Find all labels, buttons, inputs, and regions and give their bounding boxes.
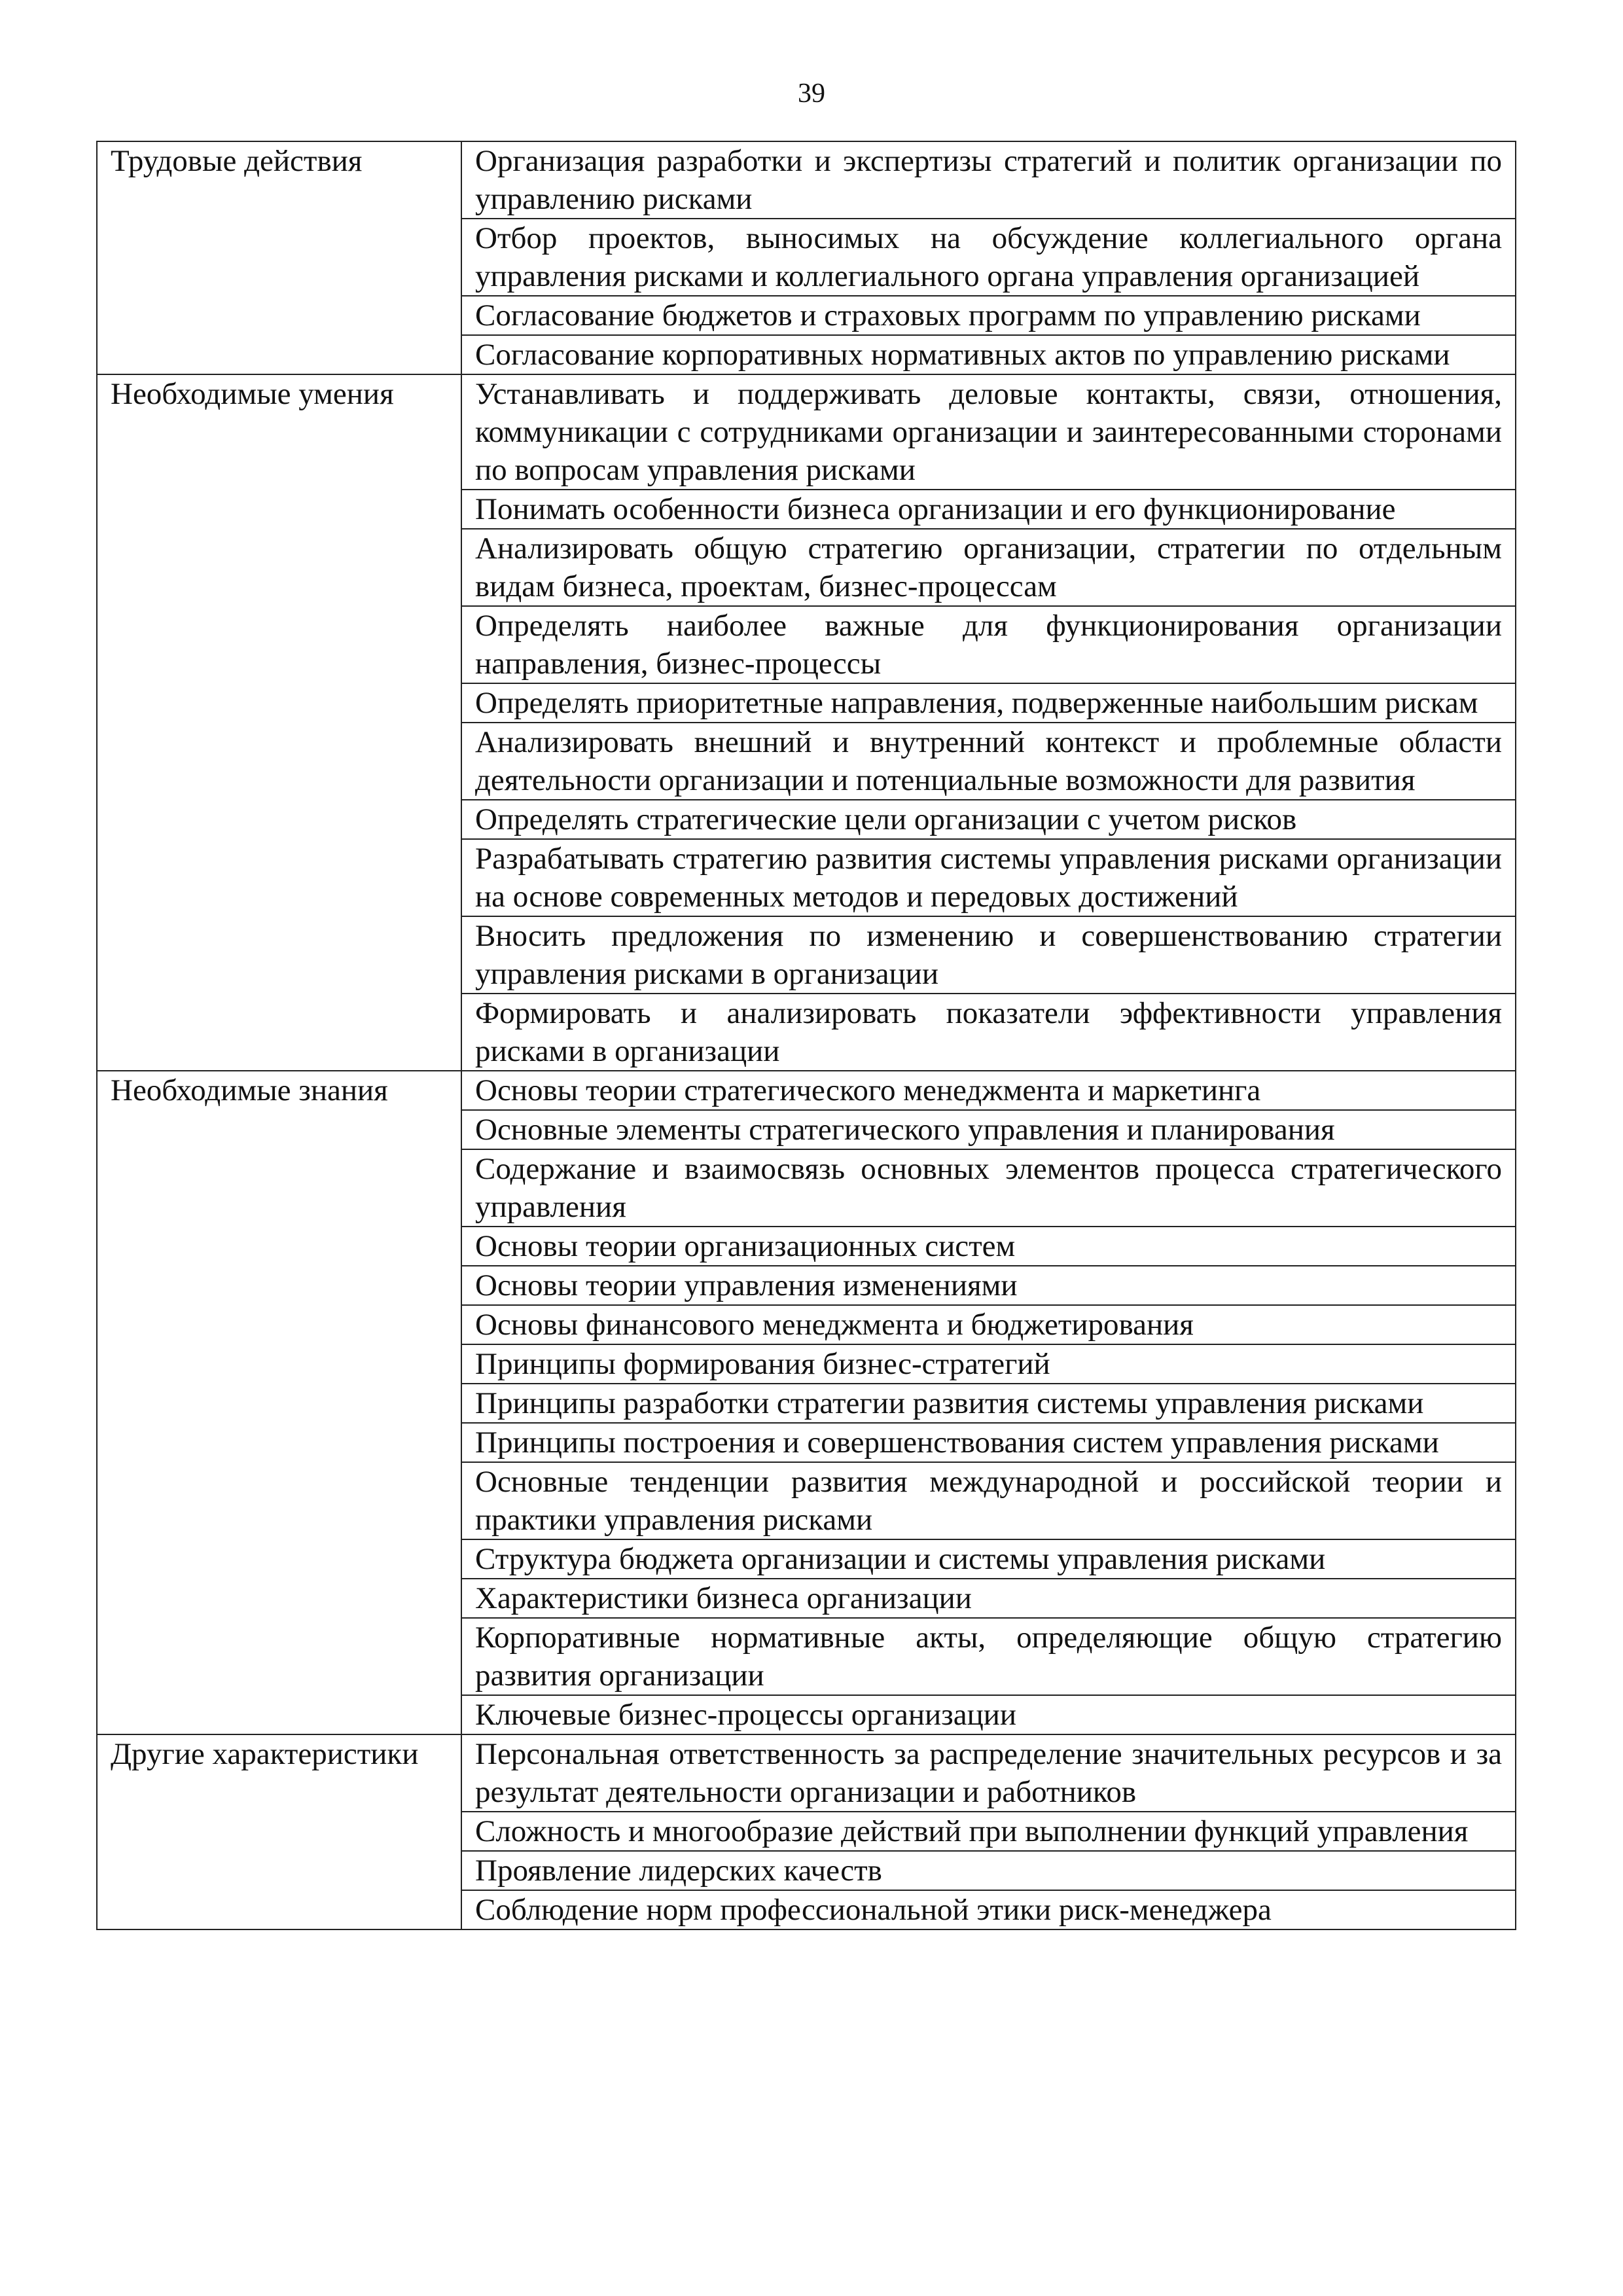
section-label: Необходимые умения [97,374,461,1071]
characteristics-table [96,141,1516,1930]
section-item: Основы теории организационных систем [461,1227,1516,1266]
section-item: Основы теории стратегического менеджмента и маркетинга [461,1071,1516,1110]
section-item: Принципы построения и совершенствования систем управления рисками [461,1423,1516,1462]
table-row [97,1071,1516,1110]
table-body [97,141,1516,1929]
section-item: Отбор проектов, выносимых на обсуждение коллегиального органа управления рисками и коллегиального органа управления организацией [461,219,1516,296]
section-item: Анализировать внешний и внутренний контекст и проблемные области деятельности организации и потенциальные возможности для развития [461,723,1516,800]
section-item: Проявление лидерских качеств [461,1851,1516,1890]
section-item: Понимать особенности бизнеса организации и его функционирование [461,490,1516,529]
section-item: Принципы разработки стратегии развития системы управления рисками [461,1384,1516,1423]
section-item: Основы финансового менеджмента и бюджетирования [461,1305,1516,1344]
section-item: Сложность и многообразие действий при выполнении функций управления [461,1812,1516,1851]
section-item: Принципы формирования бизнес-стратегий [461,1344,1516,1384]
section-item: Корпоративные нормативные акты, определяющие общую стратегию развития организации [461,1618,1516,1695]
section-item: Организация разработки и экспертизы стратегий и политик организации по управлению рисками [461,141,1516,219]
section-item: Соблюдение норм профессиональной этики риск-менеджера [461,1890,1516,1929]
section-item: Содержание и взаимосвязь основных элементов процесса стратегического управления [461,1149,1516,1227]
section-item: Ключевые бизнес-процессы организации [461,1695,1516,1734]
section-item: Структура бюджета организации и системы управления рисками [461,1539,1516,1579]
table-row [97,1734,1516,1812]
section-item: Характеристики бизнеса организации [461,1579,1516,1618]
section-item: Определять наиболее важные для функционирования организации направления, бизнес-процессы [461,606,1516,683]
page-number: 39 [798,79,825,109]
section-label: Другие характеристики [97,1734,461,1929]
section-item: Вносить предложения по изменению и совершенствованию стратегии управления рисками в организации [461,916,1516,994]
section-label: Трудовые действия [97,141,461,374]
section-item: Определять стратегические цели организации с учетом рисков [461,800,1516,839]
section-item: Формировать и анализировать показатели эффективности управления рисками в организации [461,994,1516,1071]
section-item: Согласование корпоративных нормативных актов по управлению рисками [461,335,1516,374]
section-item: Основы теории управления изменениями [461,1266,1516,1305]
section-item: Основные элементы стратегического управления и планирования [461,1110,1516,1149]
table-row [97,141,1516,219]
section-item: Основные тенденции развития международной и российской теории и практики управления рисками [461,1462,1516,1539]
section-item: Персональная ответственность за распределение значительных ресурсов и за результат деятельности организации и работников [461,1734,1516,1812]
section-item: Определять приоритетные направления, подверженные наибольшим рискам [461,683,1516,723]
section-label: Необходимые знания [97,1071,461,1734]
section-item: Анализировать общую стратегию организации, стратегии по отдельным видам бизнеса, проектам, бизнес-процессам [461,529,1516,606]
section-item: Устанавливать и поддерживать деловые контакты, связи, отношения, коммуникации с сотрудниками организации и заинтересованными сторонами по вопросам управления рисками [461,374,1516,490]
section-item: Согласование бюджетов и страховых программ по управлению рисками [461,296,1516,335]
section-item: Разрабатывать стратегию развития системы управления рисками организации на основе современных методов и передовых достижений [461,839,1516,916]
table-row [97,374,1516,490]
